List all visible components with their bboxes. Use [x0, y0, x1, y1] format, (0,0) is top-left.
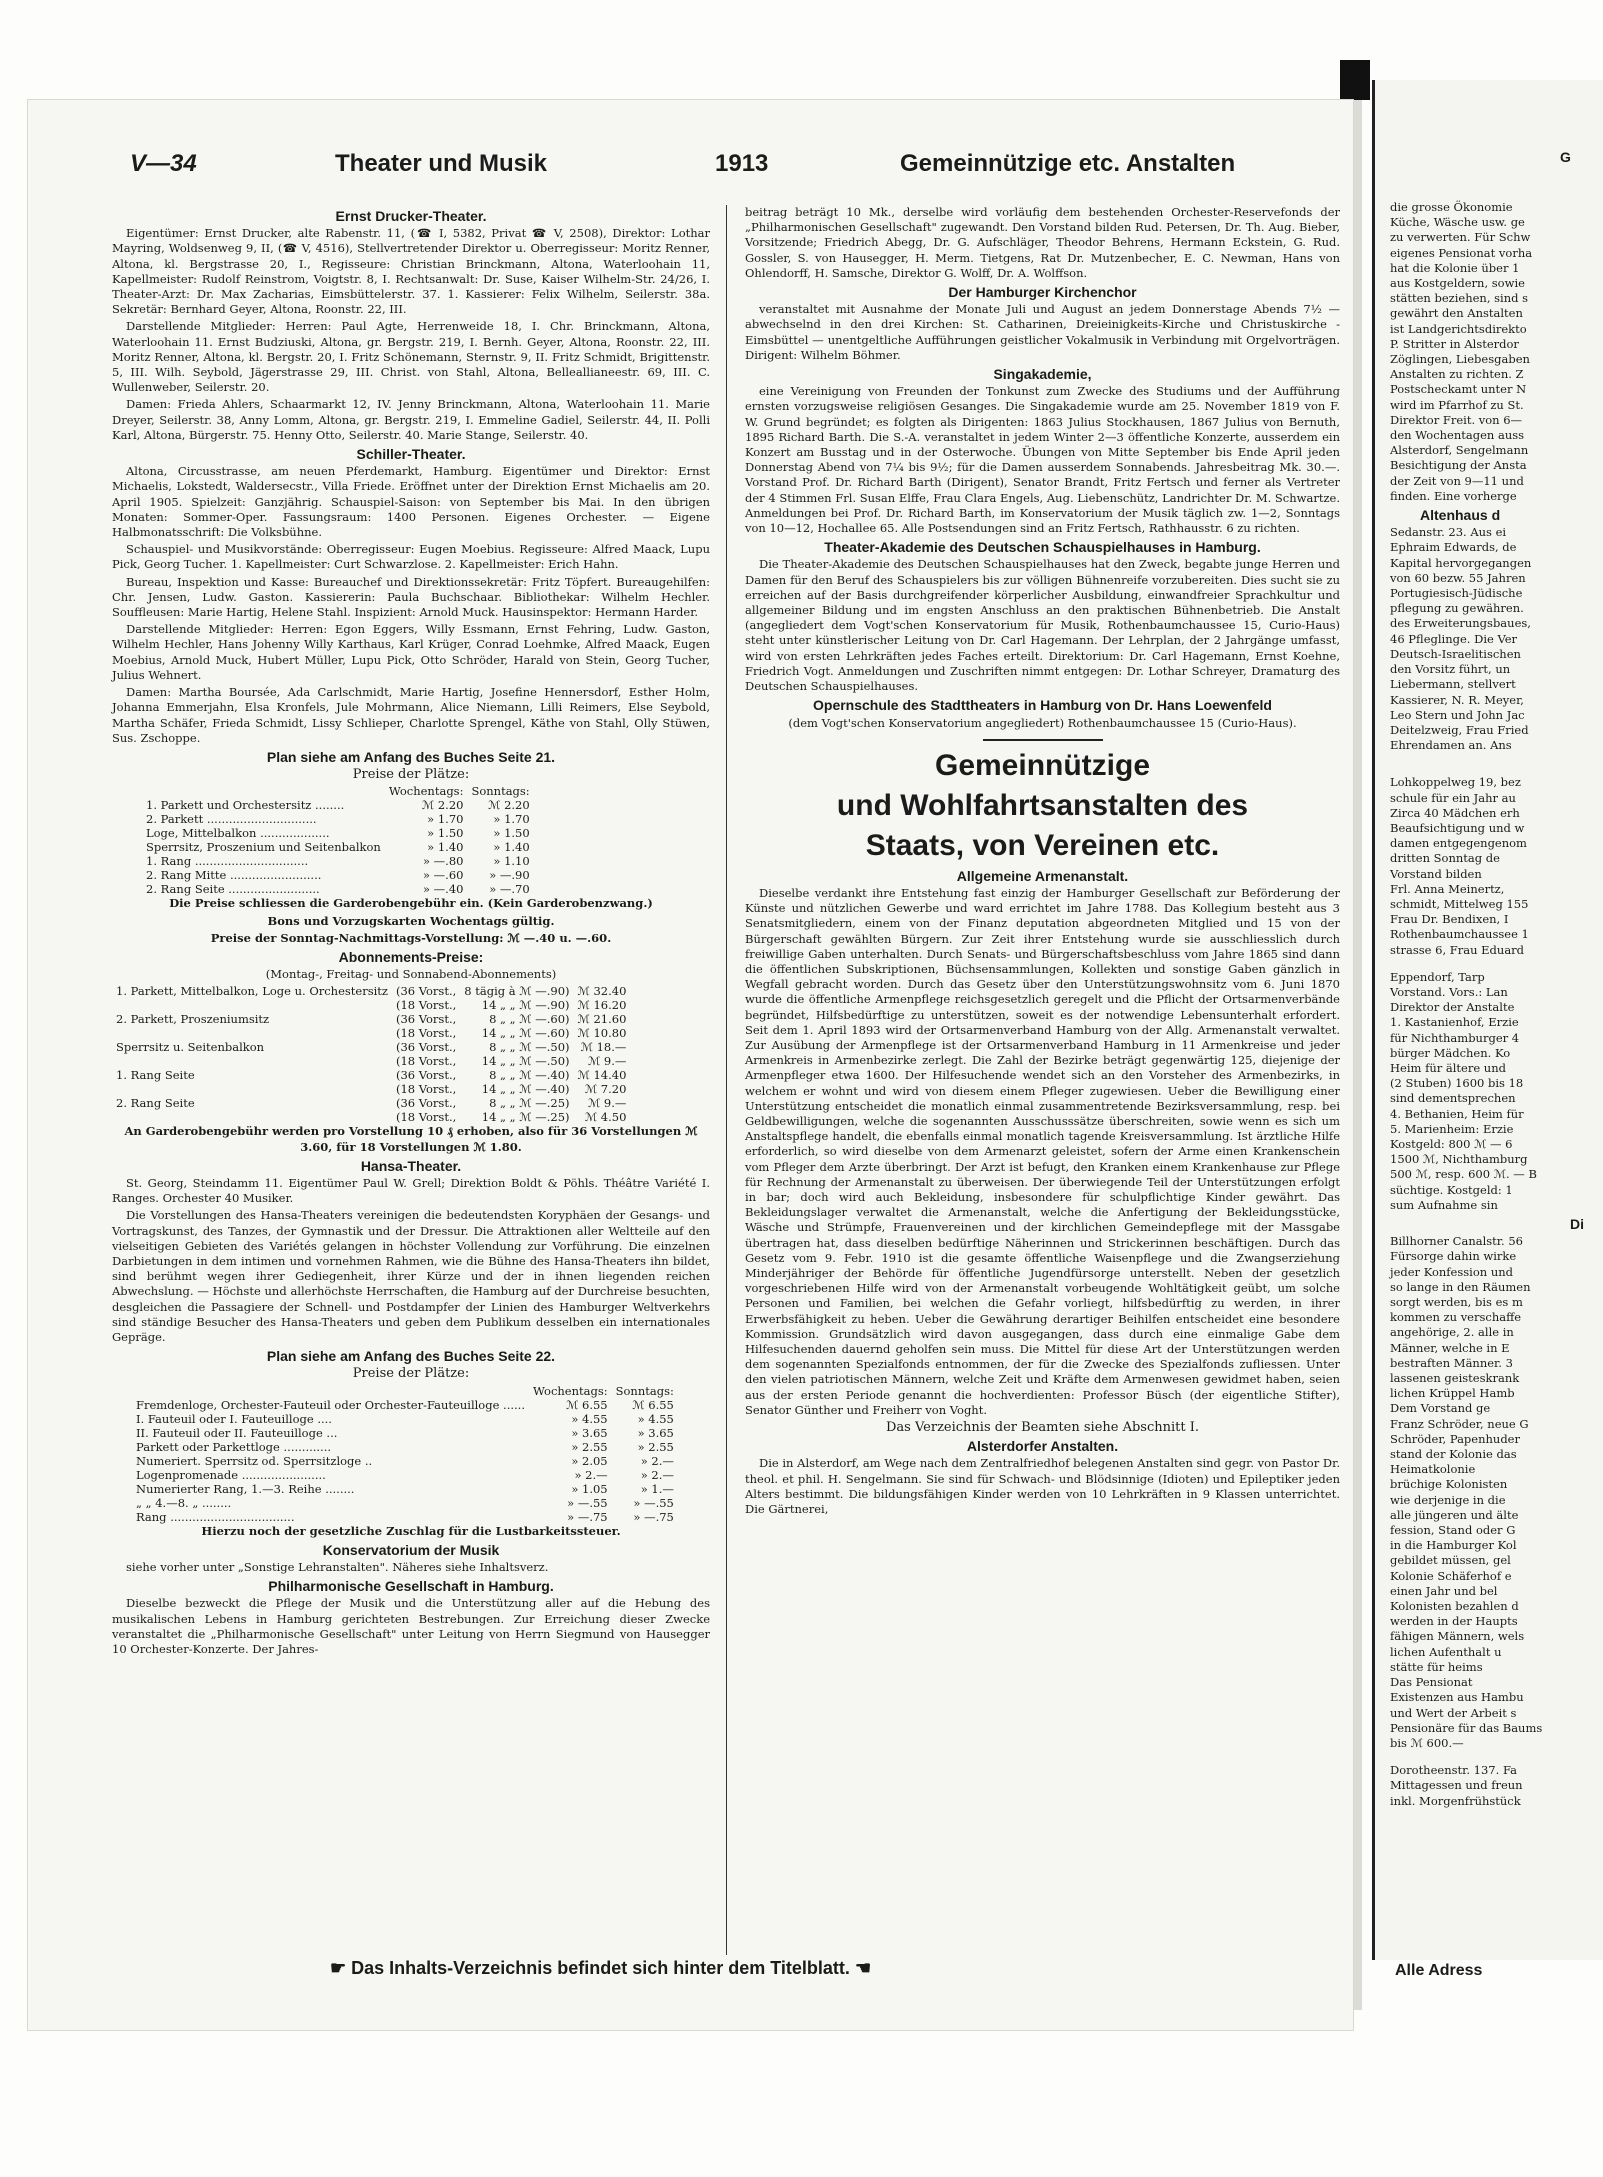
- pointing-hand-icon: ☛: [330, 1958, 352, 1978]
- text-line: Dem Vorstand ge: [1390, 1401, 1491, 1416]
- text-line: pflegung zu gewähren.: [1390, 601, 1524, 616]
- table-cell: » 2.—: [640, 1467, 674, 1482]
- chapter-title-line: und Wohlfahrtsanstalten des: [836, 788, 1249, 822]
- header-year: 1913: [715, 150, 769, 177]
- paragraph: Dieselbe verdankt ihre Entstehung fast einzig der Hamburger Gesellschaft zur Beförderung der Künste und nützlichen Gewerbe und ward errichtet im Jahre 1788. Das Kollegium besteht aus 3 Senatsmitgliedern, einem von der Finanz deputation abgeordneten Mitglied und 15 von der Bürgerschaft gewählten Bürgern. Zur Zeit ihrer Entstehung wurde sie ausschliesslich durch freiwillige Gaben unterhalten. Durch Senats- und Bürgerschaftsbeschluss vom Jahre 1865 sind dann die öffentlichen Subskriptionen, Büchsensammlungen, Kollekten und sonstige Gaben gänzlich in Wegfall gebracht worden. Durch das Gesetz über den Unterstützungswohnsitz vom 6. Juni 1870 wurde die öffentliche Armenpflege reichsgesetzlich geregelt und die Pflicht der Ortsarmenverbände begründet, Hilfsbedürftige zu unterstützen, soweit es der notwendige Lebensunterhalt erfordert. Seit dem 1. April 1893 wird der Ortsarmenverband Hamburg von der Allg. Armenanstalt verwaltet. Zur Ausübung der Armenpflege ist der Ortsarmenverband Hamburg in 11 Armenkreise und jeder Armenkreis in Armenbezirke zerlegt. Die Zahl der Bezirke beträgt gegenwärtig 125, diejenige der Armenpfleger etwa 1600. Der Hilfesuchende wendet sich an den Vorsteher des Armenbezirks, in welchem er wohnt und wird von diesem einem Pfleger zugewiesen. Ueber die Bewilligung einer Unterstützung entscheidet die monatlich einmal zusammentretende Bezirksversammlung, resp. bei Geldbewilligungen, welche die sogenannten Ausschusssätze überschreiten, sowie wenn es sich um Anstaltspflege handelt, die ebenfalls einmal monatlich tagende Kreisversammlung. Ist ärztliche Hilfe erforderlich, so wird dieselbe von dem Armenarzt geleistet, sofern der Arme einen Krankenschein vom Pfleger dem Arzte überbringt. Der Arzt ist befugt, den Kranken einem Krankenhause zur Pflege für Rechnung der Armenanstalt zu überweisen. Der überwiegende Teil der Unterstützungen erfolgt in bar; doch wird auch Bekleidung, insbesondere für schulpflichtige Kinder gewährt. Das Bekleidungslager verwaltet die Armenanstalt, welche die Anfertigung der Bekleidungsstücke, Wäsche und Strümpfe, Frauenvereinen und der kirchlichen Gemeindepflege mit der Massgabe übertragen hat, dass dieselben bedürftige Näherinnen und Strickerinnen beschäftigen. Durch das Gesetz vom 9. Febr. 1910 ist die gesamte öffentliche Waisenpflege und die Zwangserziehung Minderjähriger der Behörde für öffentliche Jugendfürsorge unterstellt. Neben der gesetzlich vorgeschriebenen Hilfe wird von der Armenanstalt vorbeugende Wohltätigkeit geübt, um solche Personen und Familien, bei welchen die Gefahr vorliegt, hilfsbedürftig zu werden, in ihrer Erwerbsfähigkeit zu heben. Ueber die Gewährung derartiger Beihilfen entscheidet eine besondere Kommission. Grundsätzlich wird davon ausgegangen, dass durch eine einmalige Gabe dem Hilfesuchenden dauernd geholfen sein muss. Die Mittel für diese Art der Unterstützungen werden dem sogenannten Spezialfonds entnommen, der für die Zwecke des Spezialfonds zufliessen. Unter den vielen patriotischen Männern, welche Zeit und Kräfte dem Armenwesen gewidmet haben, seien aus der ersten Periode genannt die hochverdienten: Professor Büsch (der eigentliche Stifter), Senator Günther und Freiherr von Voght.: [745, 885, 1340, 1417]
- subscription-table: [112, 984, 630, 1124]
- table-row: [112, 1110, 630, 1124]
- section-heading: Singakademie,: [993, 366, 1092, 383]
- text-line: Deutsch-Israelitischen: [1390, 646, 1521, 661]
- paragraph: St. Georg, Steindamm 11. Eigentümer Paul W. Grell; Direktion Boldt & Pöhls. Théâtre Variété I. Ranges. Orchester 40 Musiker.: [112, 1175, 710, 1206]
- table-cell: 1. Parkett und Orchestersitz ........: [146, 798, 345, 813]
- subheading: (Montag-, Freitag- und Sonnabend-Abonnements): [265, 967, 557, 982]
- table-header-cell: Sonntags:: [615, 1383, 674, 1398]
- text-line: wie derjenige in die: [1390, 1492, 1506, 1507]
- table-row: [142, 854, 534, 868]
- table-cell: ℳ 7.20: [584, 1082, 627, 1097]
- table-cell: » 2.05: [571, 1453, 608, 1468]
- text-line: Liebermann, stellvert: [1390, 677, 1516, 692]
- text-line: der Zeit von 9—11 und: [1390, 473, 1524, 488]
- table-cell: ℳ 2.20: [488, 798, 530, 813]
- text-line: Kassierer, N. R. Meyer,: [1390, 692, 1524, 707]
- table-row: [142, 798, 534, 812]
- table-cell: 14 „ „ ℳ —.50): [481, 1054, 570, 1069]
- table-cell: ℳ 21.60: [577, 1012, 627, 1027]
- table-cell: » —.70: [489, 882, 530, 897]
- paragraph: Darstellende Mitglieder: Herren: Paul Agte, Herrenweide 18, I. Chr. Brinckmann, Altona, Waterloohain 11. Ernst Budziuski, Altona, gr. Bergstr. 219, I. Bernh. Geyer, Altona, Roonstr. 22, III. Moritz Renner, Altona, kl. Bergstr. 20, I. Fritz Schönemann, Sternstr. 9, II. Fritz Schmidt, Brigittenstr. 5, III. Wilh. Seybold, Jägerstrasse 29, III. Christ. von Stahl, Altona, Belleallianeestr. 69, III. C. Wullenweber, Seilerstr. 20.: [112, 319, 710, 395]
- middle-column: [745, 205, 1340, 1519]
- table-cell: » 2.55: [637, 1439, 674, 1454]
- table-cell: » 1.70: [493, 812, 530, 827]
- table-cell: „ „ 4.—8. „ ........: [136, 1495, 232, 1510]
- table-row: [132, 1412, 678, 1426]
- table-header-row: [142, 784, 534, 798]
- table-cell: » —.90: [489, 868, 530, 883]
- paragraph: Darstellende Mitglieder: Herren: Egon Eggers, Willy Essmann, Ernst Fehring, Ludw. Gaston, Wilhelm Hechler, Hans Johenny Willy Karthaus, Karl Krüger, Conrad Loehmke, Alfred Maack, Eugen Moebius, Arnold Muck, Hubert Müller, Lupu Pick, Otto Schröder, Harald von Stein, Georg Tucher, Julius Wehnert.: [112, 622, 710, 682]
- table-cell: » 1.10: [493, 854, 530, 869]
- text-line: Kolonie Schäferhof e: [1390, 1568, 1512, 1583]
- plan-note: Plan siehe am Anfang des Buches Seite 22.: [266, 1348, 556, 1365]
- text-line: schule für ein Jahr au: [1390, 790, 1516, 805]
- price-note: Bons und Vorzugskarten Wochentags gültig.: [267, 913, 555, 928]
- table-cell: I. Fauteuil oder I. Fauteuilloge ....: [136, 1411, 332, 1426]
- header-left-title: Theater und Musik: [335, 150, 548, 177]
- table-cell: Rang ..................................: [136, 1509, 295, 1524]
- prices-heading: Preise der Plätze:: [352, 767, 470, 783]
- table-header-cell: [132, 1384, 529, 1398]
- text-line: Direktor Freit. von 6—: [1390, 412, 1523, 427]
- section-heading: Opernschule des Stadttheaters in Hamburg von Dr. Hans Loewenfeld: [813, 697, 1272, 714]
- section-heading: Abonnements-Preise:: [338, 948, 484, 965]
- table-header-row: [132, 1384, 678, 1398]
- table-cell: 2. Rang Seite .........................: [146, 882, 320, 897]
- table-cell: ℳ 16.20: [577, 998, 627, 1013]
- prices-heading: Preise der Plätze:: [352, 1366, 470, 1382]
- page-number: V—34: [130, 150, 197, 177]
- table-cell: 14 „ „ ℳ —.25): [481, 1110, 570, 1125]
- right-page-column: [1390, 149, 1600, 1809]
- text-line: einen Jahr und bel: [1390, 1583, 1498, 1598]
- text-line: Kapital hervorgegangen: [1390, 555, 1532, 570]
- text-line: Frl. Anna Meinertz,: [1390, 881, 1505, 896]
- table-cell: (36 Vorst.,: [395, 1040, 457, 1055]
- text-line: Mittagessen und freun: [1390, 1778, 1523, 1793]
- text-line: stätten beziehen, sind s: [1390, 291, 1529, 306]
- table-cell: 2. Rang Mitte .........................: [146, 868, 322, 883]
- footer-note: [330, 1958, 1330, 1979]
- table-cell: 1. Parkett, Mittelbalkon, Loge u. Orchestersitz: [116, 984, 388, 999]
- text-line: 1. Kastanienhof, Erzie: [1390, 1015, 1519, 1030]
- text-line: Vorstand bilden: [1390, 866, 1482, 881]
- table-cell: (18 Vorst.,: [395, 1026, 457, 1041]
- table-row: [112, 1054, 630, 1068]
- paragraph: Altona, Circusstrasse, am neuen Pferdemarkt, Hamburg. Eigentümer und Direktor: Ernst Michaelis, Lokstedt, Waldersecstr., Villa Friede. Eröffnet unter der Direktion Ernst Michaelis am 20. April 1905. Spielzeit: Ganzjährig. Schauspiel-Saison: von September bis Mai. In den übrigen Monaten: Sommer-Oper. Fassungsraum: 1400 Personen. Eigenes Orchester. — Eigene Halbmonatsschrift: Die Volksbühne.: [112, 464, 710, 540]
- paragraph: Damen: Frieda Ahlers, Schaarmarkt 12, IV. Jenny Brinckmann, Altona, Waterloohain 11. Marie Dreyer, Seilerstr. 38, Anny Lomm, Altona, gr. Bergstr. 219, I. Emmeline Gadiel, Seilerstr. 44, II. Polli Karl, Altona, Bürgerstr. 75. Henny Otto, Seilerstr. 40. Marie Stange, Seilerstr. 40.: [112, 397, 710, 442]
- header-right-title: Gemeinnützige etc. Anstalten: [900, 150, 1236, 177]
- text-block: [1390, 970, 1600, 1213]
- table-cell: » 4.55: [571, 1411, 608, 1426]
- text-line: bestraften Männer. 3: [1390, 1355, 1513, 1370]
- text-line: in die Hamburger Kol: [1390, 1538, 1517, 1553]
- text-line: bürger Mädchen. Ko: [1390, 1045, 1511, 1060]
- table-cell: 14 „ „ ℳ —.90): [481, 998, 570, 1013]
- table-cell: (18 Vorst.,: [395, 1110, 457, 1125]
- text-line: Sedanstr. 23. Aus ei: [1390, 525, 1507, 540]
- table-header-cell: Wochentags:: [388, 784, 464, 799]
- table-cell: » 1.50: [493, 826, 530, 841]
- table-row: [112, 1026, 630, 1040]
- text-line: Alsterdorf, Sengelmann: [1390, 443, 1529, 458]
- text-line: Anstalten zu richten. Z: [1390, 367, 1524, 382]
- text-line: Leo Stern und John Jac: [1390, 707, 1525, 722]
- text-line: jeder Konfession und: [1390, 1264, 1514, 1279]
- table-cell: ℳ 6.55: [566, 1397, 608, 1412]
- section-heading: Schiller-Theater.: [356, 446, 466, 463]
- paragraph: Die Vorstellungen des Hansa-Theaters vereinigen die bedeutendsten Koryphäen der Gesangs- und Vortragskunst, des Tanzes, der Gymnastik und der Dressur. Die Attraktionen aller Weltteile auf den vielseitigen Gebieten des Variétés gelangen in höchster Vollendung zur Vorführung. Die einzelnen Darbietungen in dem intimen und vornehmen Rahmen, wie die Bühne des Hansa-Theaters ihn bildet, sind berühmt wegen ihrer Gediegenheit, ihrer Kürze und der in ihnen liegenden reichen Abwechslung. — Höchste und allerhöchste Herrschaften, die Hamburg auf der Durchreise besuchten, desgleichen die Passagiere der Schnell- und Postdampfer der Linien des Hamburger Weltverkehrs sind ständige Besucher des Hansa-Theaters und geben dem Publikum desselben ein internationales Gepräge.: [112, 1208, 710, 1344]
- table-cell: » —.75: [567, 1509, 608, 1524]
- text-line: stand der Kolonie das: [1390, 1447, 1517, 1462]
- text-line: strasse 6, Frau Eduard: [1390, 942, 1525, 957]
- table-cell: » —.80: [422, 854, 464, 869]
- text-block: [1390, 775, 1600, 957]
- text-line: (2 Stuben) 1600 bis 18: [1390, 1076, 1524, 1091]
- table-cell: » 1.40: [493, 840, 530, 855]
- table-cell: [112, 998, 392, 1012]
- table-cell: Numeriert. Sperrsitz od. Sperrsitzloge ..: [136, 1453, 373, 1468]
- table-row: [112, 1012, 630, 1026]
- text-line: aus Kostgeldern, sowie: [1390, 276, 1525, 291]
- text-line: P. Stritter in Alsterdor: [1390, 336, 1519, 351]
- table-row: [132, 1398, 678, 1412]
- table-row: [132, 1426, 678, 1440]
- text-line: dritten Sonntag de: [1390, 851, 1500, 866]
- text-line: Küche, Wäsche usw. ge: [1390, 215, 1525, 230]
- paragraph: Eigentümer: Ernst Drucker, alte Rabenstr. 11, (☎ I, 5382, Privat ☎ V, 2508), Direktor: Lothar Mayring, Woldsenweg 9, II, (☎ V, 4516), Stellvertretender Direktor u. Oberregisseur: Moritz Renner, Altona, kl. Bergstrasse 20, I., Regisseure: Christian Brinckmann, Altona, Waterloohain 11, Kapellmeister: Rudolf Reinstrom, Voigtstr. 8, I. Rechtsanwalt: Dr. Suse, Kaiser Wilhelm-Str. 24/26, I. Theater-Arzt: Dr. Max Zacharias, Eimsbüttelerstr. 37. 1. Kassierer: Felix Wilhelm, Seilerstr. 38a. Sekretär: Bernhard Geyer, Altona, Roonstr. 22, III.: [112, 226, 710, 317]
- text-block: [1390, 1234, 1600, 1751]
- table-cell: Sperrsitz, Proszenium und Seitenbalkon: [146, 840, 381, 855]
- text-line: fähigen Männern, wels: [1390, 1629, 1525, 1644]
- table-cell: 8 „ „ ℳ —.60): [489, 1012, 570, 1027]
- text-block: [1390, 525, 1600, 753]
- text-line: Zöglingen, Liebesgaben: [1390, 352, 1530, 367]
- table-cell: 1. Rang ...............................: [146, 854, 309, 869]
- table-header-cell: [142, 784, 385, 798]
- table-row: [132, 1482, 678, 1496]
- section-heading: Altenhaus d: [1420, 507, 1501, 524]
- text-line: sorgt werden, bis es m: [1390, 1295, 1523, 1310]
- table-cell: » 2.55: [571, 1439, 608, 1454]
- table-cell: » 1.05: [571, 1481, 608, 1496]
- text-line: süchtige. Kostgeld: 1: [1390, 1182, 1513, 1197]
- text-line: lichen Krüppel Hamb: [1390, 1386, 1515, 1401]
- paragraph: (dem Vogt'schen Konservatorium angegliedert) Rothenbaumchaussee 15 (Curio-Haus).: [788, 715, 1297, 730]
- text-line: Rothenbaumchaussee 1: [1390, 927, 1529, 942]
- text-line: Frau Dr. Bendixen, I: [1390, 912, 1509, 927]
- section-heading: Alsterdorfer Anstalten.: [966, 1438, 1119, 1455]
- table-row: [112, 984, 630, 998]
- text-line: angehörige, 2. alle in: [1390, 1325, 1514, 1340]
- table-cell: Parkett oder Parkettloge .............: [136, 1439, 332, 1454]
- text-line: den Vorsitz führt, un: [1390, 662, 1511, 677]
- text-line: Lohkoppelweg 19, bez: [1390, 775, 1521, 790]
- table-cell: Numerierter Rang, 1.—3. Reihe ........: [136, 1481, 355, 1496]
- text-line: brüchige Kolonisten: [1390, 1477, 1508, 1492]
- table-cell: ℳ 2.20: [421, 798, 464, 813]
- text-line: Eppendorf, Tarp: [1390, 969, 1485, 984]
- text-line: 500 ℳ, resp. 600 ℳ. — B: [1390, 1167, 1537, 1182]
- table-cell: » 1.50: [427, 826, 464, 841]
- table-cell: » 3.65: [571, 1425, 608, 1440]
- paragraph: Damen: Martha Boursée, Ada Carlschmidt, Marie Hartig, Josefine Hennersdorf, Esther Holm, Johanna Emmerjahn, Elsa Kronfels, Jule Mohrmann, Alice Niemann, Lilli Reimers, Else Seybold, Martha Schäfer, Frieda Schmidt, Lissy Schlieper, Charlotte Sprengel, Käthe von Stahl, Olly Stüwen, Sus. Zschoppe.: [112, 685, 710, 745]
- text-line: fession, Stand oder G: [1390, 1523, 1516, 1538]
- table-row: [132, 1440, 678, 1454]
- table-cell: » —.75: [633, 1509, 674, 1524]
- table-cell: [112, 1082, 392, 1096]
- table-cell: [112, 1026, 392, 1040]
- table-cell: » 2.—: [574, 1467, 608, 1482]
- text-line: hat die Kolonie über 1: [1390, 260, 1520, 275]
- table-cell: (18 Vorst.,: [395, 1054, 457, 1069]
- table-cell: » —.40: [422, 882, 464, 897]
- text-line: 1500 ℳ, Nichthamburg: [1390, 1152, 1528, 1167]
- paragraph: Bureau, Inspektion und Kasse: Bureauchef und Direktionssekretär: Fritz Töpfert. Bureaugehilfen: Chr. Jensen, Ludw. Gaston. Kassiererin: Paula Buchschaar. Bibliothekar: Wilhelm Hechler. Souffleusen: Marie Hartig, Helene Stahl. Inspizient: Arnold Muck. Hausinspektor: Hermann Harder.: [112, 574, 710, 620]
- text-line: Dorotheenstr. 137. Fa: [1390, 1763, 1517, 1778]
- text-line: die grosse Ökonomie: [1390, 200, 1513, 214]
- table-cell: 14 „ „ ℳ —.40): [481, 1082, 570, 1097]
- text-line: Deitelzweig, Frau Fried: [1390, 722, 1529, 737]
- table-cell: 8 tägig à ℳ —.90): [464, 984, 570, 999]
- text-line: Schröder, Papenhuder: [1390, 1431, 1520, 1446]
- paragraph: Dieselbe bezweckt die Pflege der Musik und die Unterstützung aller auf die Hebung des musikalischen Lebens in Hamburg gerichteten Bestrebungen. Zur Erreichung dieser Zwecke veranstaltet die „Philharmonische Gesellschaft" unter Leitung von Herrn Siegmund von Hausegger 10 Orchester-Konzerte. Der Jahres-: [112, 1596, 710, 1656]
- text-line: Besichtigung der Ansta: [1390, 458, 1527, 473]
- section-heading: Philharmonische Gesellschaft in Hamburg.: [268, 1578, 554, 1595]
- text-line: Pensionäre für das Baums: [1390, 1720, 1543, 1735]
- section-heading: Der Hamburger Kirchenchor: [948, 284, 1137, 301]
- text-line: finden. Eine vorherge: [1390, 488, 1517, 503]
- table-cell: ℳ 10.80: [577, 1026, 627, 1041]
- text-line: Direktor der Anstalte: [1390, 1000, 1515, 1015]
- section-heading: Ernst Drucker-Theater.: [335, 208, 487, 224]
- text-line: kommen zu verschaffe: [1390, 1310, 1522, 1325]
- text-line: Beaufsichtigung und w: [1390, 820, 1525, 835]
- text-block: [1390, 200, 1600, 504]
- text-line: Fürsorge dahin wirke: [1390, 1249, 1517, 1264]
- text-line: eigenes Pensionat vorha: [1390, 245, 1533, 260]
- section-heading: Theater-Akademie des Deutschen Schauspielhauses in Hamburg.: [824, 539, 1261, 556]
- text-line: 46 Pfleglinge. Die Ver: [1390, 631, 1518, 646]
- right-page-header: G: [1560, 149, 1571, 165]
- table-cell: (36 Vorst.,: [395, 1068, 457, 1083]
- text-block: [1390, 1763, 1600, 1809]
- table-cell: Sperrsitz u. Seitenbalkon: [116, 1040, 265, 1055]
- table-cell: » —.55: [633, 1495, 674, 1510]
- table-row: [112, 1082, 630, 1096]
- table-cell: Loge, Mittelbalkon ...................: [146, 826, 330, 841]
- table-row: [132, 1468, 678, 1482]
- table-cell: 2. Rang Seite: [116, 1096, 195, 1111]
- paragraph: Schauspiel- und Musikvorstände: Oberregisseur: Eugen Moebius. Regisseure: Alfred Maack, Lupu Pick, Georg Tucher. 1. Kapellmeister: Curt Schwarzlose. 2. Kapellmeister: Erich Hahn.: [112, 542, 710, 572]
- table-cell: ℳ 4.50: [584, 1110, 627, 1125]
- table-cell: (36 Vorst.,: [395, 1096, 457, 1111]
- text-line: lichen Aufenthalt u: [1390, 1644, 1502, 1659]
- table-row: [132, 1496, 678, 1510]
- text-line: Billhorner Canalstr. 56: [1390, 1234, 1523, 1249]
- table-cell: 8 „ „ ℳ —.40): [489, 1068, 570, 1083]
- price-note: Preise der Sonntag-Nachmittags-Vorstellung: ℳ —.40 u. —.60.: [210, 930, 612, 945]
- table-row: [112, 1040, 630, 1054]
- text-line: und Wert der Arbeit s: [1390, 1705, 1517, 1720]
- table-cell: ℳ 14.40: [577, 1068, 627, 1083]
- text-line: Existenzen aus Hambu: [1390, 1690, 1524, 1705]
- text-line: des Erweiterungsbaues,: [1390, 616, 1531, 631]
- table-cell: 8 „ „ ℳ —.25): [489, 1096, 570, 1111]
- text-line: Postscheckamt unter N: [1390, 382, 1527, 397]
- price-table-schiller: [142, 784, 534, 896]
- text-line: Das Pensionat: [1390, 1675, 1473, 1690]
- table-header-cell: Sonntags:: [471, 784, 530, 799]
- price-note: An Garderobengebühr werden pro Vorstellung 10 ₰ erhoben, also für 36 Vorstellungen ℳ 3.60, für 18 Vorstellungen ℳ 1.80.: [124, 1124, 698, 1154]
- table-row: [132, 1510, 678, 1524]
- text-line: Zirca 40 Mädchen erh: [1390, 805, 1520, 820]
- table-cell: II. Fauteuil oder II. Fauteuilloge ...: [136, 1425, 338, 1440]
- table-row: [142, 812, 534, 826]
- text-line: Franz Schröder, neue G: [1390, 1416, 1529, 1431]
- text-line: wird im Pfarrhof zu St.: [1390, 397, 1524, 412]
- table-cell: ℳ 18.—: [580, 1040, 627, 1055]
- table-cell: (36 Vorst.,: [395, 984, 457, 999]
- table-row: [112, 1096, 630, 1110]
- paragraph: beitrag beträgt 10 Mk., derselbe wird vorläufig dem bestehenden Orchester-Reservefonds der „Philharmonischen Gesellschaft" zugewandt. Den Vorstand bilden Rud. Petersen, Dr. Th. Aug. Bieber, Vorsitzende; Friedrich Abegg, Dr. G. Aufschläger, Theodor Behrens, Hermann Eckstein, G. Rud. Gossler, S. von Hausegger, H. Merm. Tietgens, Rat Dr. Mutzenbecher, E. C. Newman, Hans von Ohlendorff, H. Samsche, Direktor G. Wolff, Dr. A. Wolffson.: [745, 205, 1340, 280]
- table-row: [112, 998, 630, 1012]
- table-cell: » —.60: [422, 868, 464, 883]
- table-cell: ℳ 6.55: [632, 1397, 674, 1412]
- paragraph: siehe vorher unter „Sonstige Lehranstalten". Näheres siehe Inhaltsverz.: [126, 1559, 549, 1574]
- paragraph: eine Vereinigung von Freunden der Tonkunst zum Zwecke des Studiums und der Aufführung ernsten vorzugsweise religiösen Gesanges. Die Singakademie wurde am 25. November 1819 von F. W. Grund begründet; es folgten als Dirigenten: 1863 Julius Stockhausen, 1867 Julius von Bernuth, 1895 Richard Barth. Die S.-A. veranstaltet in jedem Winter 2—3 öffentliche Konzerte, ausserdem ein Konzert am Busstag und in der Osterwoche. Übungen von Mitte September bis Ende April jeden Donnerstag Abend von 7¼ bis 9½; für die Damen ausserdem Sonnabends. Jahresbeitrag Mk. 30.—. Vorstand Prof. Dr. Richard Barth (Dirigent), Senator Brandt, Fritz Fertsch und ferner als Vertreter der 4 Stimmen Frl. Susan Elffe, Frau Clara Engels, Aug. Liebenschütz, Landrichter Dr. M. Schwartze. Anmeldungen bei Prof. Dr. Richard Barth, im Konservatorium der Musik täglich zw. 1—2, Sonntags von 10—12, Hochallee 65. Alle Postsendungen sind an Fritz Fertsch, Rathhausstr. 6 zu richten.: [745, 384, 1340, 536]
- section-heading: Konservatorium der Musik: [322, 1541, 500, 1558]
- text-line: zu verwerten. Für Schw: [1390, 230, 1531, 245]
- binding-strip: [1340, 60, 1370, 100]
- table-cell: Fremdenloge, Orchester-Fauteuil oder Orchester-Fauteuilloge ......: [136, 1397, 525, 1412]
- text-line: gewährt den Anstalten: [1390, 306, 1523, 321]
- text-line: ist Landgerichtsdirekto: [1390, 321, 1527, 336]
- section-heading: Di: [1570, 1216, 1584, 1232]
- table-cell: » 1.40: [427, 840, 464, 855]
- table-cell: 2. Parkett ..............................: [146, 812, 317, 827]
- right-footer-text: Alle Adress: [1395, 1962, 1483, 1979]
- text-line: gebildet müssen, gel: [1390, 1553, 1511, 1568]
- table-row: [142, 826, 534, 840]
- running-header: [130, 150, 1320, 190]
- footer-text: Das Inhalts-Verzeichnis befindet sich hinter dem Titelblatt.: [351, 1958, 850, 1978]
- text-line: Männer, welche in E: [1390, 1340, 1510, 1355]
- table-cell: ℳ 9.—: [587, 1096, 627, 1111]
- price-note: Die Preise schliessen die Garderobengebühr ein. (Kein Garderobenzwang.): [169, 896, 653, 911]
- text-line: Ephraim Edwards, de: [1390, 540, 1517, 555]
- text-line: lassenen geisteskrank: [1390, 1371, 1520, 1386]
- text-line: Heim für ältere und: [1390, 1060, 1506, 1075]
- section-heading: Hansa-Theater.: [360, 1157, 462, 1174]
- cross-reference: Das Verzeichnis der Beamten siehe Abschnitt I.: [885, 1420, 1199, 1436]
- table-cell: » 1.70: [427, 812, 464, 827]
- table-row: [112, 1068, 630, 1082]
- text-line: Heimatkolonie: [1390, 1462, 1476, 1477]
- text-line: alle jüngeren und älte: [1390, 1507, 1519, 1522]
- table-cell: » 4.55: [637, 1411, 674, 1426]
- table-cell: (18 Vorst.,: [395, 998, 457, 1013]
- table-cell: 1. Rang Seite: [116, 1068, 195, 1083]
- price-note: Hierzu noch der gesetzliche Zuschlag für die Lustbarkeitssteuer.: [201, 1523, 621, 1538]
- text-line: für Nichthamburger 4: [1390, 1030, 1520, 1045]
- table-cell: (36 Vorst.,: [395, 1012, 457, 1027]
- section-heading: Allgemeine Armenanstalt.: [956, 867, 1129, 884]
- decorative-rule: [983, 739, 1103, 741]
- table-cell: Logenpromenade .......................: [136, 1467, 326, 1482]
- text-line: sind dementsprechen: [1390, 1091, 1516, 1106]
- text-line: inkl. Morgenfrühstück: [1390, 1793, 1521, 1808]
- paragraph: Die Theater-Akademie des Deutschen Schauspielhauses hat den Zweck, begabte junge Herren und Damen für den Beruf des Schauspielers bis zur völligen Bühnenreife vorzubereiten. Dies sucht sie zu erreichen auf der Basis durchgreifender körperlicher Ausbildung, einwandfreier Sprachkultur und allgemeiner Bildung und im engsten Anschluss an den praktischen Bühnenbetrieb. Die Anstalt (angegliedert dem Vogt'schen Konservatorium für Musik, Rothenbaumchaussee 15, Curio-Haus) steht unter künstlerischer Leitung von Dr. Carl Hagemann. Der Lehrplan, der 2 Jahrgänge umfasst, wird von ersten Lehrkräften jedes Faches erteilt. Direktorium: Dr. Carl Hagemann, Ernst Koehne, Friedrich Vogt. Anmeldungen und Zuschriften nimmt entgegen: Dr. Lothar Schreyer, Dramaturg des Deutschen Schauspielhauses.: [745, 557, 1340, 694]
- text-line: sum Aufnahme sin: [1390, 1197, 1498, 1212]
- table-row: [132, 1454, 678, 1468]
- text-line: Kolonisten bezahlen d: [1390, 1599, 1519, 1614]
- table-cell: » 2.—: [640, 1453, 674, 1468]
- text-line: Portugiesisch-Jüdische: [1390, 586, 1523, 601]
- table-cell: ℳ 32.40: [577, 984, 627, 999]
- text-line: damen entgegengenom: [1390, 836, 1527, 851]
- text-line: den Wochentagen auss: [1390, 428, 1525, 443]
- text-line: werden in der Haupts: [1390, 1614, 1518, 1629]
- text-line: 4. Bethanien, Heim für: [1390, 1106, 1524, 1121]
- text-line: stätte für heims: [1390, 1659, 1483, 1674]
- left-column: [112, 205, 710, 1659]
- table-cell: 8 „ „ ℳ —.50): [489, 1040, 570, 1055]
- price-table-hansa: [132, 1384, 678, 1524]
- chapter-title-line: Gemeinnützige: [934, 748, 1151, 782]
- table-cell: » —.55: [567, 1495, 608, 1510]
- column-divider: [726, 205, 727, 1955]
- table-header-cell: Wochentags:: [532, 1383, 608, 1398]
- text-line: bis ℳ 600.—: [1390, 1735, 1464, 1750]
- table-cell: (18 Vorst.,: [395, 1082, 457, 1097]
- table-cell: 2. Parkett, Proszeniumsitz: [116, 1012, 270, 1027]
- table-cell: [112, 1110, 392, 1124]
- text-line: Vorstand. Vors.: Lan: [1390, 984, 1508, 999]
- text-line: 5. Marienheim: Erzie: [1390, 1121, 1514, 1136]
- table-cell: » 3.65: [637, 1425, 674, 1440]
- paragraph: veranstaltet mit Ausnahme der Monate Juli und August an jedem Donnerstage Abends 7½ — abwechselnd in den drei Kirchen: St. Catharinen, Dreieinigkeits-Kirche und Christuskirche - Eimsbüttel — unentgeltliche Aufführungen geistlicher Vokalmusik in Verbindung mit Orgelvorträgen. Dirigent: Wilhelm Böhmer.: [745, 302, 1340, 362]
- text-line: so lange in den Räumen: [1390, 1279, 1531, 1294]
- pointing-hand-icon: ☚: [854, 1958, 872, 1978]
- table-cell: [112, 1054, 392, 1068]
- text-line: Ehrendamen an. Ans: [1390, 738, 1512, 753]
- table-row: [142, 868, 534, 882]
- table-cell: 14 „ „ ℳ —.60): [481, 1026, 570, 1041]
- table-cell: » 1.—: [640, 1481, 674, 1496]
- table-row: [142, 882, 534, 896]
- text-line: schmidt, Mittelweg 155: [1390, 896, 1529, 911]
- plan-note: Plan siehe am Anfang des Buches Seite 21.: [266, 748, 556, 765]
- table-cell: ℳ 9.—: [587, 1054, 627, 1069]
- paragraph: Die in Alsterdorf, am Wege nach dem Zentralfriedhof belegenen Anstalten sind gegr. von Pastor Dr. theol. et phil. H. Sengelmann. Sie sind für Schwach- und Blödsinnige (Idioten) und Epileptiker jeden Alters bestimmt. Die bildungsfähigen Kinder werden von 10 Lehrkräften in 9 Klassen unterrichtet. Die Gärtnerei,: [745, 1456, 1340, 1517]
- chapter-title-line: Staats, von Vereinen etc.: [865, 828, 1220, 862]
- table-row: [142, 840, 534, 854]
- text-line: Kostgeld: 800 ℳ — 6: [1390, 1136, 1513, 1151]
- text-line: von 60 bezw. 55 Jahren: [1390, 570, 1526, 585]
